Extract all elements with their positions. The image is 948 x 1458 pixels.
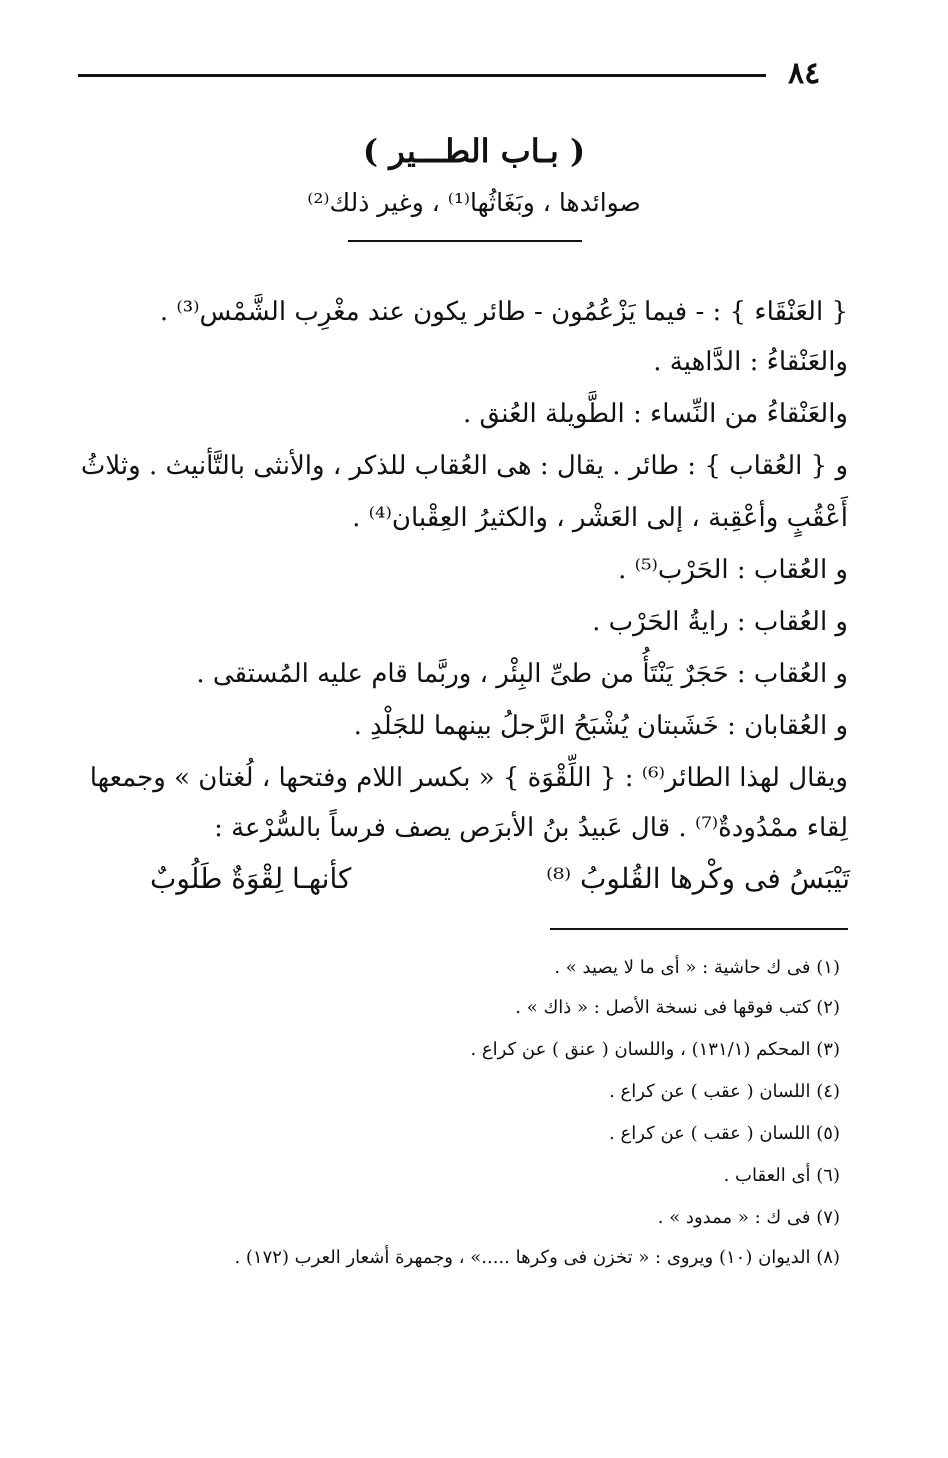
body-line: أَعْقُبٍ وأعْقِبة ، إلى العَشْر ، والكثيرُ العِقْبان⁽⁴⁾ .	[352, 503, 848, 533]
verse-first-hemistich: كأنهـا لِقْوَةٌ طَلُوبٌ	[150, 862, 352, 895]
title-divider	[348, 240, 582, 242]
footnote: (٥) اللسان ( عقب ) عن كراع .	[609, 1123, 840, 1144]
body-line: و العُقاب : الحَرْب⁽⁵⁾ .	[618, 555, 848, 585]
footnote: (١) فى ك حاشية : « أى ما لا يصيد » .	[554, 957, 840, 978]
body-line: والعَنْقاءُ من النِّساء : الطَّويلة العُنق .	[463, 399, 848, 429]
chapter-title: ( بـاب الطـــير )	[362, 132, 586, 170]
body-line: و العُقاب : حَجَرٌ يَنْتَأُ من طىِّ البِئْر ، وربَّما قام عليه المُستقى .	[196, 659, 848, 689]
footnote: (٢) كتب فوقها فى نسخة الأصل : « ذاك » .	[515, 997, 840, 1018]
footnote: (٣) المحكم (١٣١/١) ، واللسان ( عنق ) عن كراع .	[470, 1039, 840, 1060]
footnote: (٧) فى ك : « ممدود » .	[657, 1207, 840, 1228]
body-line: و العُقابان : خَشَبتان يُشْبَحُ الرَّجلُ بينهما للجَلْدِ .	[353, 711, 848, 741]
header-rule	[78, 74, 766, 77]
page-number: ٨٤	[788, 56, 821, 91]
verse-second-hemistich: تَيْبَسُ فى وكْرها القُلوبُ ⁽⁸⁾	[546, 862, 850, 895]
chapter-subtitle: صوائدها ، وبَغَاثُها⁽¹⁾ ، وغير ذلك⁽²⁾	[307, 188, 641, 217]
body-line: ويقال لهذا الطائر⁽⁶⁾ : { اللِّقْوَة } « بكسر اللام وفتحها ، لُغتان » وجمعها	[89, 763, 848, 793]
footnote: (٨) الديوان (١٠) ويروى : « تخزن فى وكرها .....» ، وجمهرة أشعار العرب (١٧٢) .	[234, 1247, 840, 1268]
body-line: و العُقاب : رايةُ الحَرْب .	[592, 607, 848, 637]
body-line: و { العُقاب } : طائر . يقال : هى العُقاب للذكر ، والأنثى بالتَّأنيث . وثلاثُ	[80, 451, 848, 481]
footnote-divider	[550, 928, 848, 930]
body-line: لِقاء ممْدُودةٌ⁽⁷⁾ . قال عَبيدُ بنُ الأبرَص يصف فرساً بالسُّرْعة :	[214, 813, 848, 843]
poetry-verse	[150, 858, 850, 900]
footnote: (٦) أى العقاب .	[723, 1165, 840, 1186]
body-line: { العَنْقَاء } : - فيما يَزْعُمُون - طائر يكون عند مغْرِب الشَّمْس⁽³⁾ .	[159, 297, 848, 327]
footnote: (٤) اللسان ( عقب ) عن كراع .	[609, 1081, 840, 1102]
body-line: والعَنْقاءُ : الدَّاهية .	[653, 347, 848, 377]
